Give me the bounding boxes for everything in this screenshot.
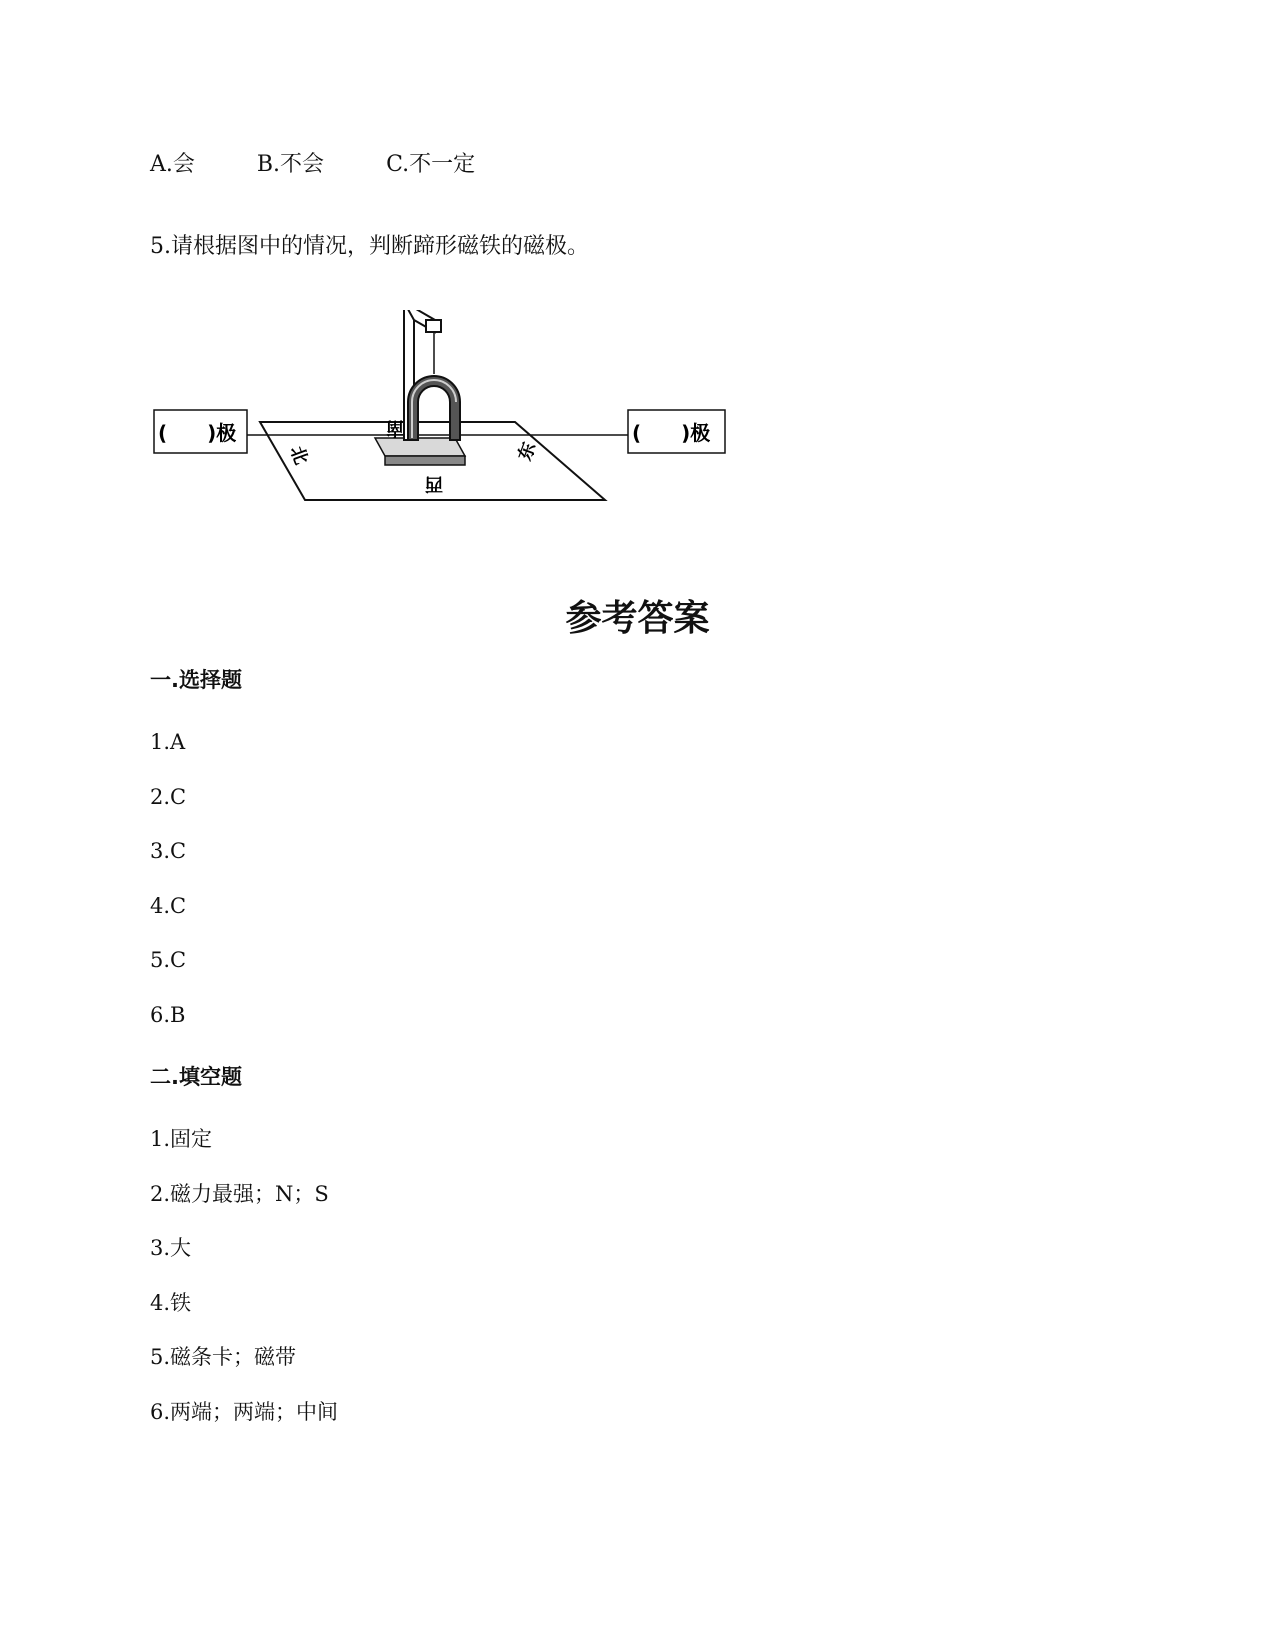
stand-base-front — [385, 456, 465, 465]
section-heading-choice: 一.选择题 — [150, 668, 242, 692]
answer-title: 参考答案 — [565, 598, 710, 639]
question-5-text: 5.请根据图中的情况，判断蹄形磁铁的磁极。 — [150, 234, 589, 259]
section-heading-fill-blank: 二.填空题 — [150, 1065, 242, 1089]
answer-item: 1.固定 — [150, 1127, 213, 1151]
left-pole-label: ( )极 — [158, 421, 237, 445]
answer-item: 6.B — [150, 1003, 186, 1027]
direction-south: 南 — [386, 417, 404, 438]
answer-item: 6.两端；两端；中间 — [150, 1400, 339, 1424]
direction-east: 东 — [514, 439, 541, 464]
answer-item: 3.大 — [150, 1236, 192, 1260]
answer-item: 5.磁条卡；磁带 — [150, 1345, 297, 1369]
direction-west: 西 — [425, 473, 443, 494]
answer-item: 2.C — [150, 785, 187, 809]
option-a: A.会 — [150, 152, 195, 177]
answer-item: 1.A — [150, 730, 186, 754]
stand-arm-end — [426, 320, 441, 332]
right-pole-label: ( )极 — [632, 421, 711, 445]
option-b: B.不会 — [256, 152, 325, 177]
horseshoe-magnet-figure — [150, 310, 750, 525]
answer-item: 3.C — [150, 839, 187, 863]
direction-north: 北 — [285, 443, 312, 468]
answer-item: 2.磁力最强；N；S — [150, 1182, 329, 1206]
answer-item: 4.C — [150, 894, 187, 918]
answer-item: 5.C — [150, 948, 187, 972]
question-4-options — [150, 150, 530, 180]
answer-item: 4.铁 — [150, 1291, 192, 1315]
option-c: C.不一定 — [386, 152, 476, 177]
